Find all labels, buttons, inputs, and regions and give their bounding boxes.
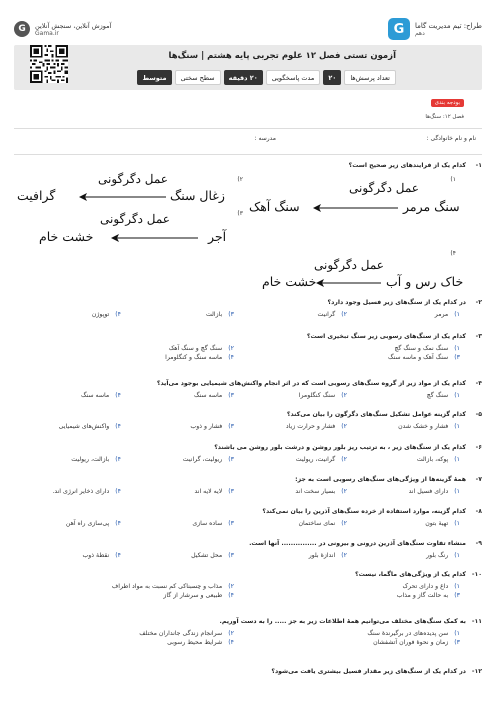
budget-line: فصل ۱۲: سنگ‌ها xyxy=(425,114,464,120)
option-4[interactable]: ۴) بازالت، ریولیت xyxy=(71,456,121,463)
option-2[interactable]: ۲) اندازهٔ بلور xyxy=(308,552,347,559)
question-text: کدام یک از فرایندهای زیر صحیح است؟ xyxy=(348,162,466,169)
question-text: کدام یک از سنگ‌های زیر ، به ترتیب ریز بلور روشن و درشت بلور روشن می باشند؟ xyxy=(214,444,466,451)
process-source: خاک رس و آب xyxy=(386,274,464,289)
question-number: ۹- xyxy=(475,540,482,547)
school-field-label: مدرسه : xyxy=(254,135,276,142)
brand-left-line1: آموزش آنلاین، سنجش آنلاین xyxy=(35,21,112,30)
question-6 xyxy=(14,444,482,463)
arrow-label: عمل دگرگونی xyxy=(349,181,419,195)
question-12 xyxy=(14,668,482,675)
option-2[interactable]: ۲) سنگ گچ و سنگ آهک xyxy=(168,345,234,352)
brand-left xyxy=(14,16,111,42)
pill-difficulty-value: متوسط xyxy=(137,70,171,85)
question-4 xyxy=(14,380,482,399)
pill-duration-value: ۲۰ دقیقه xyxy=(224,70,263,85)
pill-duration-label: مدت پاسخگویی xyxy=(266,70,321,85)
option-4[interactable]: ۴) دارای ذخایر انرژی اند. xyxy=(52,488,121,495)
option-1[interactable]: ۱) سنگ گچ xyxy=(426,392,460,399)
option-4[interactable]: ۴) شرایط محیط رسوبی xyxy=(167,639,234,646)
question-5 xyxy=(14,411,482,430)
question-3 xyxy=(14,333,482,361)
option-3[interactable]: ۳) محل تشکیل xyxy=(191,552,234,559)
question-11 xyxy=(14,618,482,646)
option-1[interactable]: ۱) سنگ نمک و سنگ گچ xyxy=(394,345,460,352)
divider xyxy=(14,154,482,155)
process-result: خشت خام xyxy=(39,229,94,244)
option-number: ۳) xyxy=(237,210,243,217)
divider xyxy=(14,128,482,129)
process-result: سنگ آهک xyxy=(249,199,300,214)
option-3[interactable]: ۳) زمان و نحوهٔ فوران آتشفشان xyxy=(373,639,460,646)
option-2[interactable]: ۲) نمای ساختمان xyxy=(298,520,347,527)
question-text: منشاء تفاوت سنگ‌های آذرین درونی و بیرونی در ............... آنها است. xyxy=(249,540,466,547)
option-1[interactable]: ۱) تهیهٔ بتون xyxy=(425,520,460,527)
option-3[interactable]: ۳) فشار و ذوب xyxy=(190,423,234,430)
arrow-left-icon xyxy=(110,233,200,243)
question-text: به کمک سنگ‌های مختلف می‌توانیم همهٔ اطلاعات زیر به جز ..... را به دست آوریم. xyxy=(219,618,466,625)
arrow-label: عمل دگرگونی xyxy=(314,258,384,272)
option-3[interactable]: ۳) ریولیت، گرانیت xyxy=(182,456,234,463)
question-2 xyxy=(14,299,482,318)
arrow-left-icon xyxy=(78,192,168,202)
question-8 xyxy=(14,508,482,527)
question-number: ۱۱- xyxy=(471,618,482,625)
exam-info-pills xyxy=(137,70,396,85)
question-number: ۲- xyxy=(475,299,482,306)
process-source: سنگ مرمر xyxy=(403,199,460,214)
option-1[interactable]: ۱) رنگ بلور xyxy=(426,552,460,559)
option-3[interactable]: ۳) لایه لایه اند xyxy=(194,488,234,495)
arrow-left-icon xyxy=(315,278,383,288)
question-text: کدام یک از سنگ‌های رسوبی زیر سنگ تبخیری است؟ xyxy=(306,333,466,340)
question-number: ۴- xyxy=(475,380,482,387)
option-4[interactable]: ۴) ماسه سنگ و کنگلومرا xyxy=(165,354,234,361)
option-4[interactable]: ۴) واکنش‌های شیمیایی xyxy=(58,423,121,430)
option-number: ۱) xyxy=(450,176,456,183)
question-number: ۱۲- xyxy=(471,668,482,675)
brand-logo-icon: G xyxy=(388,18,410,40)
option-3[interactable]: ۳) بازالت xyxy=(205,311,234,318)
option-3[interactable]: ۳) به حالت گاز و مذاب xyxy=(396,592,460,599)
option-number: ۴) xyxy=(450,250,456,257)
question-9 xyxy=(14,540,482,559)
brand-right-line2: دهم xyxy=(414,29,425,37)
question-text: کدام یک از مواد زیر از گروه سنگ‌های رسوبی است که در اثر انجام واکنش‌های شیمیایی بوجود می‌آید؟ xyxy=(156,380,466,387)
arrow-label: عمل دگرگونی xyxy=(98,172,168,186)
option-1[interactable]: ۱) فشار و خشک شدن xyxy=(398,423,460,430)
question-text: کدام یک از ویژگی‌های ماگما، نیست؟ xyxy=(355,571,466,578)
gama-logo-icon: G xyxy=(14,21,30,37)
option-4[interactable]: ۴) پی‌سازی راه آهن xyxy=(65,520,121,527)
brand-right xyxy=(388,16,482,42)
option-number: ۲) xyxy=(237,176,243,183)
brand-right-line1: طراح: تیم مدیریت گاما xyxy=(414,21,482,30)
option-2[interactable]: ۲) سرانجام زندگی جانداران مختلف xyxy=(139,630,234,637)
question-text: همهٔ گزینه‌ها از ویژگی‌های سنگ‌های رسوبی است به جز: xyxy=(295,476,466,483)
question-number: ۷- xyxy=(475,476,482,483)
option-1[interactable]: ۱) داغ و دارای تحرک xyxy=(402,583,460,590)
question-text: کدام گزینه، موارد استفاده از خرده سنگ‌های آذرین را بیان نمی‌کند؟ xyxy=(262,508,466,515)
option-1[interactable]: ۱) پوکه، بازالت xyxy=(416,456,460,463)
pill-difficulty-label: سطح سختی xyxy=(175,70,221,85)
option-4[interactable]: ۴) ماسه سنگ xyxy=(80,392,121,399)
option-3[interactable]: ۳) سنگ آهک و ماسه سنگ xyxy=(387,354,460,361)
pill-questions-label: تعداد پرسش‌ها xyxy=(344,70,396,85)
option-2[interactable]: ۲) فشار و حرارت زیاد xyxy=(285,423,347,430)
process-result: خشت خام xyxy=(262,274,317,289)
brand-left-line2: Gama.ir xyxy=(35,29,59,37)
question-number: ۵- xyxy=(475,411,482,418)
name-field-label: نام و نام خانوادگی : xyxy=(426,135,476,142)
option-2[interactable]: ۲) گرانیت، ریولیت xyxy=(295,456,347,463)
page-header xyxy=(14,16,482,42)
exam-title: آزمون تستی فصل ۱۲ علوم تجربی پایه هشتم | سنگ‌ها xyxy=(168,51,396,61)
question-1 xyxy=(14,162,482,169)
option-2[interactable]: ۲) مذاب و چسبناکی کم نسبت به مواد اطراف xyxy=(111,583,234,590)
arrow-label: عمل دگرگونی xyxy=(100,212,170,226)
question-number: ۳- xyxy=(475,333,482,340)
option-4[interactable]: ۴) طبیعی و سرشار از گاز xyxy=(163,592,234,599)
question-text: در کدام یک از سنگ‌های زیر فسیل وجود دارد؟ xyxy=(327,299,466,306)
question-number: ۶- xyxy=(475,444,482,451)
process-source: زغال سنگ xyxy=(170,188,225,203)
arrow-left-icon xyxy=(312,203,400,213)
question-number: ۸- xyxy=(475,508,482,515)
option-1[interactable]: ۱) مرمر xyxy=(434,311,460,318)
process-result: گرافیت xyxy=(17,188,56,203)
option-3[interactable]: ۳) ساده سازی xyxy=(192,520,234,527)
option-2[interactable]: ۲) گرانیت xyxy=(317,311,347,318)
option-2[interactable]: ۲) سنگ کنگلومرا xyxy=(298,392,347,399)
question-text: کدام گزینه عوامل تشکیل سنگ‌های دگرگون را بیان می‌کند؟ xyxy=(286,411,466,418)
option-1[interactable]: ۱) دارای فسیل اند xyxy=(408,488,460,495)
pill-questions-value: ۲۰ xyxy=(323,70,341,85)
question-7 xyxy=(14,476,482,495)
question-10 xyxy=(14,571,482,599)
option-2[interactable]: ۲) بسیار سخت اند xyxy=(295,488,347,495)
budget-tag: بودجه بندی xyxy=(431,99,464,107)
question-text: در کدام یک از سنگ‌های زیر مقدار فسیل بیشتری یافت می‌شود؟ xyxy=(271,668,466,675)
process-source: آجر xyxy=(208,229,227,244)
option-1[interactable]: ۱) سن پدیده‌های در برگیرندهٔ سنگ xyxy=(367,630,460,637)
question-number: ۱- xyxy=(475,162,482,169)
option-3[interactable]: ۳) ماسه سنگ xyxy=(193,392,234,399)
option-4[interactable]: ۴) نقطهٔ ذوب xyxy=(82,552,121,559)
option-4[interactable]: ۴) توپوژن xyxy=(91,311,121,318)
qr-code-icon xyxy=(30,45,68,83)
question-number: ۱۰- xyxy=(471,571,482,578)
